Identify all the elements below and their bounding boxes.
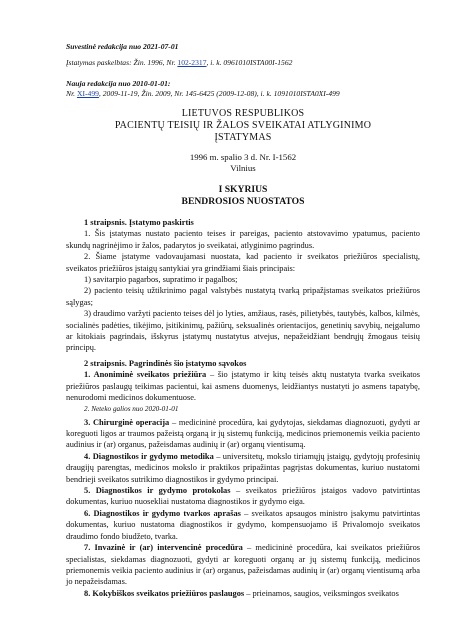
definition-7: 7. Invazinė ir (ar) intervencinė procedūra – medicininė procedūra, kai sveikatos priežiūros specialistas, siekdamas diagnozuoti, gydyti ar koreguoti organų ar jų sistemų funkciją, medicinos priemonemis veikia paciento audinius ir (ar) organus, pažeisdamas audinių ir (ar) organų vientisumą arba jo nepažeisdamas. (66, 543, 421, 587)
law-title (66, 108, 420, 144)
chapter-number: I SKYRIUS (218, 184, 268, 195)
new-edition-line: Nr. XI-499, 2009-11-19, Žin. 2009, Nr. 145-6425 (2009-12-08), i. k. 1091010ISTA0XI-499 (66, 89, 340, 98)
chapter-name: BENDROSIOS NUOSTATOS (181, 196, 305, 207)
article-1 (66, 217, 420, 354)
definition-3: 3. Chirurginė operacija – medicininė procedūra, kai gydytojas, siekdamas diagnozuoti, gydyti ar koreguoti ligos ar traumos pažeistą organą ir jų sistemų funkciją, medicinos priemonemis veikia paciento audinius ir (ar) organus, pažeisdamas audinių ir (ar) organų vientisumą. (66, 417, 420, 450)
definition-2-note: 2. Neteko galios nuo 2020-01-01 (84, 404, 179, 413)
publication-line: Įstatymas paskelbtas: Žin. 1996, Nr. 102-2317, i. k. 0961010ISTA00I-1562 (66, 58, 293, 67)
consolidated-date: Suvestinė redakcija nuo 2021-07-01 (66, 42, 179, 51)
new-edition-link[interactable]: XI-499 (76, 89, 99, 98)
article-1-paragraph-2: 2. Šiame įstatyme vadovaujamasi nuostata, kad paciento ir sveikatos priežiūros specialistų, sveikatos priežiūros įstaigų santykiai yra grindžiami šiais principais: (66, 252, 420, 273)
definition-1: 1. Anoniminė sveikatos priežiūra – šio įstatymo ir kitų teisės aktų nustatyta tvarka sveikatos priežiūros paslaugų teikimas pacientui, kai asmens duomenys, leidžiantys nustatyti jo asmens tapatybę, nenurodomi medicinos dokumentuose. (66, 370, 420, 403)
definition-6: 6. Diagnostikos ir gydymo tvarkos aprašas – sveikatos apsaugos ministro įsakymu patvirtintas dokumentas, kuriuo nustatoma diagnostikos ir gydymo, kompensuojamo iš Privalomojo sveikatos draudimo fondo biudžeto, tvarka. (66, 508, 420, 541)
article-2 (66, 358, 420, 599)
law-title-line3: ĮSTATYMAS (214, 132, 272, 143)
article-1-item-1: 1) savitarpio pagarbos, supratimo ir pagalbos; (84, 275, 238, 285)
law-title-line1: LIETUVOS RESPUBLIKOS (181, 108, 305, 119)
law-date: 1996 m. spalio 3 d. Nr. I-1562 (189, 152, 297, 162)
article-1-item-2: 2) paciento teisių užtikrinimo pagal valstybės nustatytą tvarką pripažįstamas sveikatos priežiūros sąlygas; (66, 286, 420, 307)
article-2-heading: 2 straipsnis. Pagrindinės šio įstatymo sąvokos (84, 359, 247, 368)
new-edition-title: Nauja redakcija nuo 2010-01-01: (66, 79, 171, 88)
definition-4: 4. Diagnostikos ir gydymo metodika – universitetų, mokslo tiriamųjų įstaigų, gydytojų profesinių draugijų parengtas, medicinos mokslo ir praktikos pripažintas pagrįstas dokumentas, kuriuo nustatomi bendrieji sveikatos sutrikimo diagnostikos ir gydymo principai. (66, 451, 420, 484)
article-1-paragraph-1: 1. Šis įstatymas nustato paciento teises ir pareigas, paciento atstovavimo ypatumus, paciento skundų nagrinėjimo ir žalos, padarytos jo sveikatai, atlyginimo pagrindus. (66, 229, 420, 250)
consolidated-version (66, 42, 420, 52)
definition-5: 5. Diagnostikos ir gydymo protokolas – sveikatos priežiūros įstaigos vadovo patvirtintas dokumentas, kuriuo nuosekliai nustatoma diagnostikos ir gydymo eiga. (66, 486, 421, 507)
law-title-line2: PACIENTŲ TEISIŲ IR ŽALOS SVEIKATAI ATLYGINIMO (114, 120, 372, 131)
article-1-heading: 1 straipsnis. Įstatymo paskirtis (84, 218, 194, 227)
law-city: Vilnius (230, 163, 256, 173)
definition-8: 8. Kokybiškos sveikatos priežiūros paslaugos – prieinamos, saugios, veiksmingos sveikatos (84, 588, 399, 598)
article-1-item-3: 3) draudimo varžyti paciento teises dėl jo lyties, amžiaus, rasės, pilietybės, tautybės, kalbos, kilmės, socialinės padėties, tikėjimo, įsitikinimų, pažiūrų, seksualinės orientacijos, genetinių savybių, neįgalumo ar kitokiais pagrindais, išskyrus įstatymų nustatytus atvejus, nepažeidžiant bendrųjų žmogaus teisių principų. (66, 309, 420, 353)
publication-link[interactable]: 102-2317 (177, 58, 207, 67)
